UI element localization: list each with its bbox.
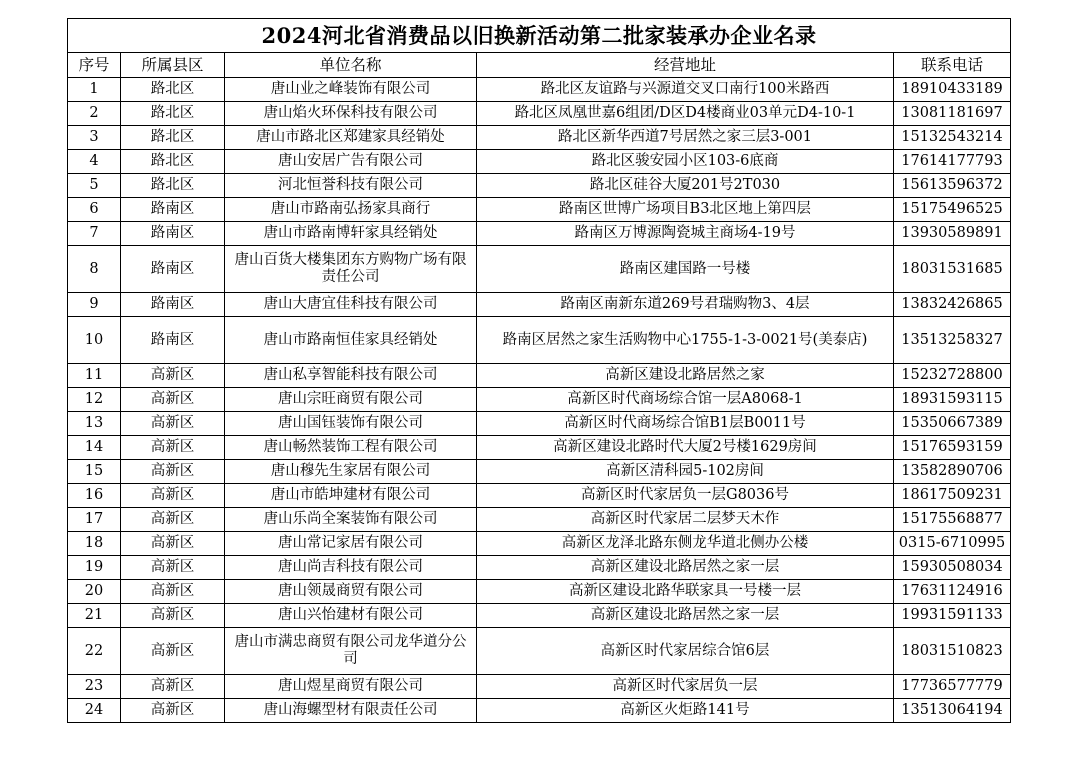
table-row: [68, 364, 1011, 388]
cell-district: 路南区: [121, 198, 225, 222]
cell-company: 唐山乐尚全案装饰有限公司: [225, 508, 477, 532]
column-header-phone: 联系电话: [894, 53, 1011, 78]
cell-company: 唐山私享智能科技有限公司: [225, 364, 477, 388]
table-row: [68, 174, 1011, 198]
cell-company: 唐山兴怡建材有限公司: [225, 604, 477, 628]
cell-address: 高新区龙泽北路东侧龙华道北侧办公楼: [477, 532, 894, 556]
cell-district: 路北区: [121, 102, 225, 126]
cell-district: 高新区: [121, 604, 225, 628]
table-row: [68, 222, 1011, 246]
cell-company: 唐山市皓坤建材有限公司: [225, 484, 477, 508]
table-row: [68, 246, 1011, 293]
cell-no: 15: [68, 460, 121, 484]
enterprise-list-sheet: [67, 18, 1010, 723]
cell-no: 13: [68, 412, 121, 436]
column-header-no: 序号: [68, 53, 121, 78]
cell-no: 12: [68, 388, 121, 412]
cell-phone: 13582890706: [894, 460, 1011, 484]
table-row: [68, 604, 1011, 628]
cell-phone: 17631124916: [894, 580, 1011, 604]
table-row: [68, 508, 1011, 532]
cell-no: 23: [68, 675, 121, 699]
cell-company: 唐山尚吉科技有限公司: [225, 556, 477, 580]
cell-company: 唐山业之峰装饰有限公司: [225, 78, 477, 102]
cell-no: 5: [68, 174, 121, 198]
cell-address: 路南区世博广场项目B3北区地上第四层: [477, 198, 894, 222]
cell-no: 24: [68, 699, 121, 723]
cell-company: 唐山市满忠商贸有限公司龙华道分公司: [225, 628, 477, 675]
cell-no: 10: [68, 317, 121, 364]
cell-address: 高新区清科园5-102房间: [477, 460, 894, 484]
cell-address: 路北区新华西道7号居然之家三层3-001: [477, 126, 894, 150]
cell-company: 唐山国钰装饰有限公司: [225, 412, 477, 436]
cell-phone: 15930508034: [894, 556, 1011, 580]
cell-address: 高新区时代家居二层梦天木作: [477, 508, 894, 532]
cell-company: 唐山百货大楼集团东方购物广场有限责任公司: [225, 246, 477, 293]
table-row: [68, 532, 1011, 556]
cell-district: 高新区: [121, 460, 225, 484]
cell-phone: 15176593159: [894, 436, 1011, 460]
cell-no: 14: [68, 436, 121, 460]
cell-no: 16: [68, 484, 121, 508]
cell-district: 路北区: [121, 174, 225, 198]
cell-company: 唐山大唐宜佳科技有限公司: [225, 293, 477, 317]
cell-no: 21: [68, 604, 121, 628]
cell-district: 高新区: [121, 675, 225, 699]
cell-company: 唐山常记家居有限公司: [225, 532, 477, 556]
cell-phone: 18931593115: [894, 388, 1011, 412]
table-row: [68, 460, 1011, 484]
page-title: 2024河北省消费品以旧换新活动第二批家装承办企业名录: [68, 19, 1011, 53]
table-row: [68, 198, 1011, 222]
cell-district: 高新区: [121, 628, 225, 675]
cell-address: 高新区建设北路华联家具一号楼一层: [477, 580, 894, 604]
table-row: [68, 628, 1011, 675]
table-row: [68, 317, 1011, 364]
cell-address: 路南区万博源陶瓷城主商场4-19号: [477, 222, 894, 246]
cell-no: 4: [68, 150, 121, 174]
column-header-company: 单位名称: [225, 53, 477, 78]
cell-company: 唐山焰火环保科技有限公司: [225, 102, 477, 126]
table-row: [68, 580, 1011, 604]
cell-company: 唐山宗旺商贸有限公司: [225, 388, 477, 412]
cell-phone: 13513258327: [894, 317, 1011, 364]
cell-company: 唐山穆先生家居有限公司: [225, 460, 477, 484]
cell-address: 高新区建设北路居然之家: [477, 364, 894, 388]
cell-phone: 13930589891: [894, 222, 1011, 246]
table-row: [68, 293, 1011, 317]
cell-no: 11: [68, 364, 121, 388]
cell-phone: 15175496525: [894, 198, 1011, 222]
cell-company: 唐山市路南博轩家具经销处: [225, 222, 477, 246]
cell-phone: 0315-6710995: [894, 532, 1011, 556]
cell-company: 唐山海螺型材有限责任公司: [225, 699, 477, 723]
enterprise-table: [67, 18, 1011, 723]
cell-no: 9: [68, 293, 121, 317]
cell-no: 8: [68, 246, 121, 293]
cell-phone: 18031510823: [894, 628, 1011, 675]
cell-district: 高新区: [121, 436, 225, 460]
cell-district: 高新区: [121, 580, 225, 604]
cell-address: 高新区时代家居综合馆6层: [477, 628, 894, 675]
table-row: [68, 126, 1011, 150]
cell-address: 高新区时代家居负一层G8036号: [477, 484, 894, 508]
cell-address: 路南区居然之家生活购物中心1755-1-3-0021号(美泰店): [477, 317, 894, 364]
cell-no: 3: [68, 126, 121, 150]
cell-district: 高新区: [121, 484, 225, 508]
cell-address: 高新区时代家居负一层: [477, 675, 894, 699]
cell-phone: 19931591133: [894, 604, 1011, 628]
cell-no: 2: [68, 102, 121, 126]
cell-no: 20: [68, 580, 121, 604]
table-row: [68, 102, 1011, 126]
table-row: [68, 436, 1011, 460]
table-row: [68, 150, 1011, 174]
cell-no: 6: [68, 198, 121, 222]
cell-address: 路北区骏安园小区103-6底商: [477, 150, 894, 174]
cell-address: 路南区建国路一号楼: [477, 246, 894, 293]
cell-address: 路北区凤凰世嘉6组团/D区D4楼商业03单元D4-10-1: [477, 102, 894, 126]
cell-district: 路南区: [121, 293, 225, 317]
cell-no: 7: [68, 222, 121, 246]
title-row: [68, 19, 1011, 53]
cell-district: 高新区: [121, 364, 225, 388]
column-header-district: 所属县区: [121, 53, 225, 78]
cell-district: 高新区: [121, 508, 225, 532]
cell-phone: 18617509231: [894, 484, 1011, 508]
cell-district: 路北区: [121, 78, 225, 102]
cell-no: 18: [68, 532, 121, 556]
cell-district: 路北区: [121, 150, 225, 174]
cell-no: 1: [68, 78, 121, 102]
cell-phone: 18910433189: [894, 78, 1011, 102]
cell-phone: 13832426865: [894, 293, 1011, 317]
table-row: [68, 78, 1011, 102]
cell-address: 高新区建设北路时代大厦2号楼1629房间: [477, 436, 894, 460]
table-row: [68, 675, 1011, 699]
cell-district: 路南区: [121, 246, 225, 293]
cell-phone: 17614177793: [894, 150, 1011, 174]
table-row: [68, 412, 1011, 436]
cell-district: 高新区: [121, 388, 225, 412]
cell-phone: 17736577779: [894, 675, 1011, 699]
table-row: [68, 699, 1011, 723]
cell-no: 17: [68, 508, 121, 532]
cell-phone: 13513064194: [894, 699, 1011, 723]
cell-phone: 15613596372: [894, 174, 1011, 198]
table-row: [68, 484, 1011, 508]
cell-company: 河北恒誉科技有限公司: [225, 174, 477, 198]
cell-company: 唐山煜星商贸有限公司: [225, 675, 477, 699]
cell-address: 路北区友谊路与兴源道交叉口南行100米路西: [477, 78, 894, 102]
cell-district: 高新区: [121, 556, 225, 580]
cell-district: 路南区: [121, 222, 225, 246]
cell-company: 唐山安居广告有限公司: [225, 150, 477, 174]
cell-address: 高新区火炬路141号: [477, 699, 894, 723]
cell-company: 唐山领晟商贸有限公司: [225, 580, 477, 604]
cell-address: 高新区时代商场综合馆B1层B0011号: [477, 412, 894, 436]
cell-phone: 18031531685: [894, 246, 1011, 293]
cell-address: 高新区建设北路居然之家一层: [477, 556, 894, 580]
cell-no: 19: [68, 556, 121, 580]
column-header-address: 经营地址: [477, 53, 894, 78]
cell-district: 高新区: [121, 412, 225, 436]
cell-phone: 15132543214: [894, 126, 1011, 150]
cell-district: 路南区: [121, 317, 225, 364]
cell-company: 唐山市路北区郑建家具经销处: [225, 126, 477, 150]
cell-address: 高新区建设北路居然之家一层: [477, 604, 894, 628]
cell-district: 高新区: [121, 532, 225, 556]
cell-company: 唐山市路南弘扬家具商行: [225, 198, 477, 222]
header-row: [68, 53, 1011, 78]
cell-phone: 15232728800: [894, 364, 1011, 388]
cell-phone: 13081181697: [894, 102, 1011, 126]
cell-address: 路南区南新东道269号君瑞购物3、4层: [477, 293, 894, 317]
cell-phone: 15175568877: [894, 508, 1011, 532]
table-row: [68, 556, 1011, 580]
cell-district: 高新区: [121, 699, 225, 723]
table-row: [68, 388, 1011, 412]
cell-phone: 15350667389: [894, 412, 1011, 436]
cell-company: 唐山畅然装饰工程有限公司: [225, 436, 477, 460]
cell-no: 22: [68, 628, 121, 675]
cell-district: 路北区: [121, 126, 225, 150]
cell-address: 路北区硅谷大厦201号2T030: [477, 174, 894, 198]
cell-address: 高新区时代商场综合馆一层A8068-1: [477, 388, 894, 412]
cell-company: 唐山市路南恒佳家具经销处: [225, 317, 477, 364]
